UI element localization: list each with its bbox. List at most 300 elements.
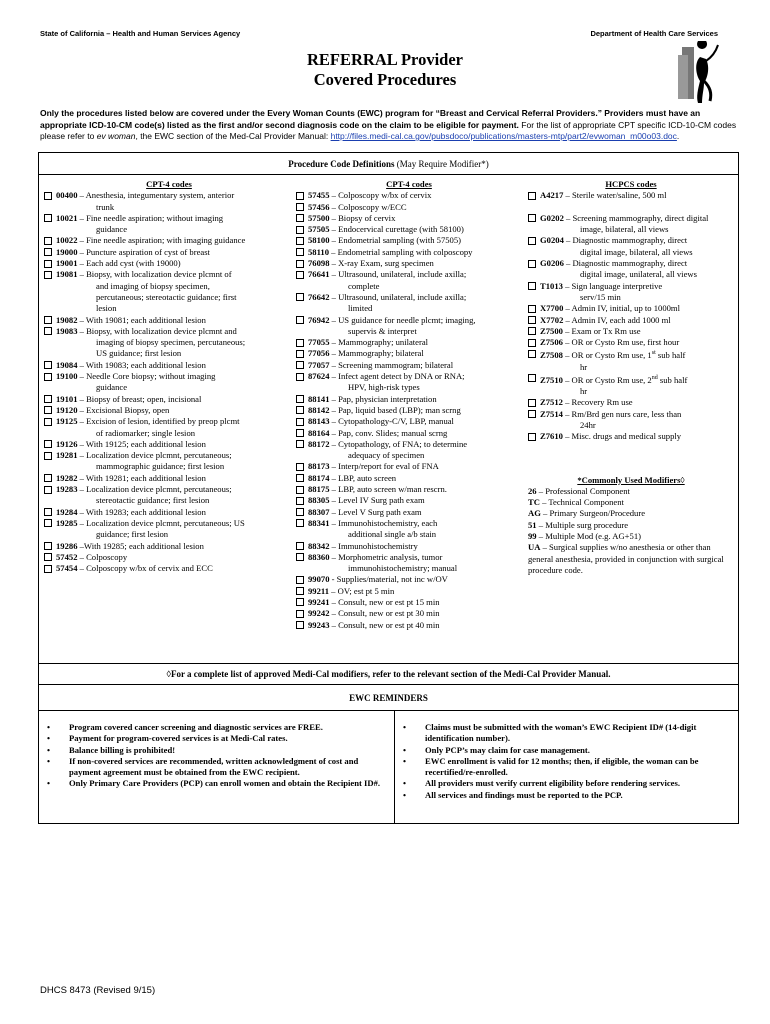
procedure-code: 19282: [56, 472, 78, 483]
bullet-icon: •: [403, 722, 407, 732]
procedure-description: – X-ray Exam, surg specimen: [329, 258, 434, 269]
procedure-checkbox[interactable]: [44, 508, 52, 516]
modifier-description: – Multiple surg procedure: [536, 519, 629, 530]
procedure-checkbox[interactable]: [296, 474, 304, 482]
procedure-code: 99242: [308, 608, 330, 619]
procedure-code: 19100: [56, 371, 78, 382]
procedure-row: [296, 608, 522, 619]
procedure-text: [56, 394, 294, 405]
procedure-code: 88164: [308, 427, 330, 438]
procedure-description: – Sign language interpretive: [562, 280, 663, 291]
procedure-text: [308, 597, 522, 608]
procedure-checkbox[interactable]: [44, 214, 52, 222]
procedure-text: [308, 394, 522, 405]
procedure-code: 57500: [308, 212, 330, 223]
procedure-checkbox[interactable]: [528, 374, 536, 382]
reminder-item: [403, 790, 730, 801]
procedure-text: [308, 439, 522, 462]
procedure-checkbox[interactable]: [44, 192, 52, 200]
reminder-item: [403, 745, 730, 756]
procedure-description: – LBP, auto screen w/man rescrn.: [329, 484, 447, 495]
procedure-text: [308, 371, 522, 394]
procedure-code: 76098: [308, 258, 330, 269]
procedure-checkbox[interactable]: [296, 553, 304, 561]
procedure-checkbox[interactable]: [296, 576, 304, 584]
bullet-icon: •: [47, 778, 51, 789]
procedure-row: [296, 394, 522, 405]
procedure-code: 19081: [56, 269, 78, 280]
procedure-checkbox[interactable]: [44, 474, 52, 482]
procedure-description: – US guidance for needle plcmt; imaging,: [329, 314, 476, 325]
procedure-checkbox[interactable]: [528, 327, 536, 335]
procedure-checkbox[interactable]: [296, 373, 304, 381]
reminder-item: [47, 722, 386, 733]
procedure-checkbox[interactable]: [44, 440, 52, 448]
procedure-text: [56, 450, 294, 473]
procedure-text: [540, 337, 734, 348]
procedure-checkbox[interactable]: [296, 260, 304, 268]
procedure-text: [56, 473, 294, 484]
procedure-text: [56, 190, 294, 213]
procedure-checkbox[interactable]: [44, 418, 52, 426]
procedure-description: – Ultrasound, unilateral, include axilla;: [329, 291, 467, 302]
procedure-description: – Diagnostic mammography, direct: [563, 258, 688, 269]
procedure-code: G0206: [540, 258, 564, 269]
procedure-checkbox[interactable]: [296, 610, 304, 618]
agency-header: State of California – Health and Human Services Agency: [40, 29, 241, 38]
procedure-text: Z7508 – OR or Cysto Rm use, 1st sub half hr: [540, 348, 734, 372]
procedure-text: [56, 213, 294, 236]
definitions-header: [39, 153, 738, 175]
reminder-item: [47, 778, 386, 789]
procedure-description-cont: digital image, unilateral, all views: [580, 269, 697, 280]
procedure-row: [296, 541, 522, 552]
procedure-text: [56, 552, 294, 563]
procedure-text: [308, 258, 522, 269]
procedure-checkbox[interactable]: [44, 395, 52, 403]
procedure-code: 88307: [308, 506, 330, 517]
procedure-checkbox[interactable]: [528, 433, 536, 441]
procedure-checkbox[interactable]: [528, 350, 536, 358]
procedure-description-cont: US guidance; first lesion: [96, 348, 182, 359]
procedure-row: [296, 190, 522, 201]
procedure-row: [44, 507, 294, 518]
procedure-code: Z7500: [540, 325, 563, 336]
reminder-text: If non-covered services are recommended, written acknowledgment of cost and payment agreement must be obtained from the EWC recipient.: [69, 755, 359, 778]
procedure-checkbox[interactable]: [528, 192, 536, 200]
modifier-code: AG: [528, 508, 541, 519]
procedure-text: [308, 269, 522, 292]
procedure-description: – Infect agent detect by DNA or RNA;: [329, 371, 465, 382]
procedure-checkbox[interactable]: [296, 406, 304, 414]
definitions-title: Procedure Code Definitions: [288, 159, 395, 169]
modifiers-heading: *Commonly Used Modifiers◊: [577, 474, 685, 485]
procedure-row: [296, 360, 522, 371]
procedure-text: [540, 281, 734, 304]
procedure-code: 19120: [56, 404, 78, 415]
procedure-description: – With 19125; each additional lesion: [77, 438, 206, 449]
procedure-text: [308, 484, 522, 495]
procedure-description-cont: complete: [348, 280, 380, 291]
procedure-checkbox[interactable]: [528, 237, 536, 245]
column-heading: CPT-4 codes: [386, 179, 432, 189]
procedure-code: 88142: [308, 404, 330, 415]
procedure-description: – Mammography; unilateral: [329, 337, 429, 348]
procedure-description: – Localization device plcmnt, percutaneous; US: [77, 517, 245, 528]
bullet-icon: •: [403, 755, 407, 766]
bullet-icon: •: [403, 744, 407, 755]
procedure-text: [308, 507, 522, 518]
procedure-code: 88341: [308, 517, 330, 528]
procedure-checkbox[interactable]: [528, 282, 536, 290]
procedure-checkbox[interactable]: [296, 271, 304, 279]
procedure-row: [296, 518, 522, 541]
procedure-description: – With 19083; each additional lesion: [77, 359, 206, 370]
procedure-description-cont: limited: [348, 303, 373, 314]
procedure-description-cont: image, bilateral, all views: [580, 224, 669, 235]
intro-bold: Only the procedures listed below are covered under the Every Woman Counts (EWC) program for “Breast and Cervical Referral Providers.” Providers must have an appropriate ICD-10-CM code(s) listed as the first and/or second diagnosis code on the claim to be eligible for payment.: [40, 108, 701, 130]
procedure-text: [56, 405, 294, 416]
bullet-icon: •: [47, 755, 51, 766]
procedure-checkbox[interactable]: [296, 497, 304, 505]
procedure-code: 99211: [308, 585, 330, 596]
procedure-text: [308, 552, 522, 575]
procedure-checkbox[interactable]: [44, 373, 52, 381]
procedure-checkbox[interactable]: [44, 316, 52, 324]
procedure-code: 88342: [308, 540, 330, 551]
procedure-code: G0204: [540, 235, 564, 246]
modifier-code: TC: [528, 497, 540, 508]
modifier-code: UA: [528, 542, 541, 553]
modifier-description: – Technical Component: [539, 497, 624, 508]
procedure-code: 19125: [56, 416, 78, 427]
procedure-checkbox[interactable]: [44, 452, 52, 460]
procedure-description: – Colposcopy w/ECC: [329, 201, 407, 212]
procedure-description-cont: supervis & interpret: [348, 325, 417, 336]
procedure-text: [540, 397, 734, 408]
provider-manual-link[interactable]: http://files.medi-cal.ca.gov/pubsdoco/publications/masters-mtp/part2/evwoman_m00o03.doc: [330, 131, 677, 141]
procedure-checkbox[interactable]: [44, 327, 52, 335]
procedure-checkbox[interactable]: [296, 418, 304, 426]
bullet-icon: •: [403, 778, 407, 789]
procedure-text: [540, 315, 734, 326]
procedure-checkbox[interactable]: [296, 395, 304, 403]
procedure-text: [308, 247, 522, 258]
procedure-row: [296, 235, 522, 246]
procedure-code: 99070: [308, 574, 330, 585]
procedure-text: [56, 326, 294, 360]
procedure-text: [56, 315, 294, 326]
procedure-checkbox[interactable]: [528, 214, 536, 222]
procedure-code: 19281: [56, 450, 78, 461]
procedure-checkbox[interactable]: [296, 203, 304, 211]
procedure-checkbox[interactable]: [528, 305, 536, 313]
procedure-text: [308, 586, 522, 597]
procedure-checkbox[interactable]: [296, 621, 304, 629]
procedure-checkbox[interactable]: [296, 508, 304, 516]
procedure-checkbox[interactable]: [296, 237, 304, 245]
procedure-text: [308, 608, 522, 619]
procedure-description: – Diagnostic mammography, direct: [563, 235, 688, 246]
procedure-checkbox[interactable]: [528, 399, 536, 407]
procedure-text: [56, 247, 294, 258]
procedure-row: [296, 416, 522, 427]
procedure-checkbox[interactable]: [44, 260, 52, 268]
procedure-code: 57456: [308, 201, 330, 212]
procedure-text: [308, 473, 522, 484]
procedure-row: [296, 269, 522, 292]
procedure-checkbox[interactable]: [528, 260, 536, 268]
department-header: Department of Health Care Services: [590, 29, 718, 38]
procedure-code: 57505: [308, 224, 330, 235]
procedure-text: [56, 269, 294, 314]
procedure-row: [44, 484, 294, 507]
procedure-code: 19001: [56, 258, 78, 269]
procedure-text: [308, 213, 522, 224]
procedure-description-cont: imaging of biopsy specimen, percutaneous;: [96, 337, 246, 348]
procedure-description-cont: percutaneous; stereotactic guidance; first: [96, 291, 237, 302]
medi-cal-note: ◊For a complete list of approved Medi-Cal modifiers, refer to the relevant section of the Medi-Cal Provider Manual.: [39, 663, 738, 685]
procedure-code: 19084: [56, 359, 78, 370]
procedure-row: [296, 484, 522, 495]
procedure-checkbox[interactable]: [296, 486, 304, 494]
procedure-row: [296, 552, 522, 575]
procedure-text: [56, 439, 294, 450]
procedure-row: [296, 473, 522, 484]
procedure-description: – Consult, new or est pt 15 min: [329, 596, 440, 607]
procedure-description-cont: HPV, high-risk types: [348, 382, 420, 393]
procedure-code: 88360: [308, 551, 330, 562]
procedure-checkbox[interactable]: [44, 542, 52, 550]
procedure-row: [528, 397, 734, 408]
modifier-description: – Primary Surgeon/Procedure: [540, 508, 646, 519]
procedures-table: [38, 152, 739, 824]
procedure-checkbox[interactable]: [44, 486, 52, 494]
procedure-text: [540, 431, 734, 442]
procedure-code: 19285: [56, 517, 78, 528]
procedure-code: Z7610: [540, 431, 563, 442]
procedure-description: – Anesthesia, integumentary system, anterior: [77, 190, 235, 201]
procedure-text: [308, 541, 522, 552]
procedure-code: 57454: [56, 563, 78, 574]
procedure-checkbox[interactable]: [296, 248, 304, 256]
procedure-row: [296, 620, 522, 631]
procedure-checkbox[interactable]: [44, 237, 52, 245]
procedure-row: [528, 431, 734, 442]
cpt-column-2: [296, 179, 522, 631]
procedure-description: – Sterile water/saline, 500 ml: [563, 190, 667, 201]
procedure-description: – Consult, new or est pt 40 min: [329, 619, 440, 630]
procedure-checkbox[interactable]: [296, 293, 304, 301]
procedure-description: – Excisional Biopsy, open: [77, 404, 170, 415]
modifiers-block: [528, 475, 734, 577]
procedure-description: – Exam or Tx Rm use: [562, 325, 641, 336]
procedure-row: [296, 439, 522, 462]
procedure-checkbox[interactable]: [296, 519, 304, 527]
procedure-description: – Ultrasound, unilateral, include axilla;: [329, 269, 467, 280]
procedure-text: [56, 507, 294, 518]
reminder-text: Claims must be submitted with the woman’s EWC Recipient ID# (14-digit identification number).: [425, 722, 697, 744]
procedure-row: [528, 315, 734, 326]
procedure-row: [528, 348, 734, 372]
procedure-description: – Screening mammography, direct digital: [563, 212, 709, 223]
procedure-row: [296, 213, 522, 224]
modifier-description: – Professional Component: [536, 485, 630, 496]
procedure-code: 99241: [308, 596, 330, 607]
procedure-checkbox[interactable]: [296, 226, 304, 234]
reminder-item: [403, 778, 730, 789]
modifier-item: [528, 508, 734, 519]
definitions-note: (May Require Modifier*): [396, 159, 489, 169]
procedure-code: 19083: [56, 325, 78, 336]
procedure-row: [296, 586, 522, 597]
bullet-icon: •: [403, 789, 407, 800]
procedure-text: [308, 337, 522, 348]
modifier-item: [528, 542, 734, 576]
reminder-text: All providers must verify current eligibility before rendering services.: [425, 778, 680, 789]
procedure-text: [56, 563, 294, 574]
procedure-row: [296, 428, 522, 439]
procedure-code: Z7508: [540, 350, 563, 361]
modifier-description: – Multiple Mod (e.g. AG+51): [536, 531, 641, 542]
procedure-text: [56, 360, 294, 371]
procedure-code: T1013: [540, 280, 563, 291]
procedure-row: [528, 373, 734, 397]
procedure-description: – Admin IV, each add 1000 ml: [563, 314, 671, 325]
procedure-description: – Misc. drugs and medical supply: [562, 431, 682, 442]
procedure-code: 58110: [308, 246, 330, 257]
reminder-item: [47, 733, 386, 744]
modifier-code: 99: [528, 531, 537, 542]
procedure-checkbox[interactable]: [296, 542, 304, 550]
procedure-description-cont: guidance: [96, 382, 128, 393]
procedure-description: –With 19285; each additional lesion: [77, 540, 204, 551]
procedure-description-cont: immunohistochemistry; manual: [348, 563, 458, 574]
procedure-description-cont: 24hr: [580, 419, 596, 430]
procedure-checkbox[interactable]: [296, 463, 304, 471]
procedure-description: – Puncture aspiration of cyst of breast: [77, 246, 210, 257]
procedure-checkbox[interactable]: [44, 271, 52, 279]
procedure-row: [296, 348, 522, 359]
reminder-item: [47, 756, 386, 779]
procedure-description: – Colposcopy w/bx of cervix: [329, 190, 432, 201]
procedure-text: [540, 409, 734, 432]
procedure-row: [44, 213, 294, 236]
procedure-checkbox[interactable]: [296, 339, 304, 347]
procedure-row: [44, 326, 294, 360]
procedure-text: [308, 428, 522, 439]
procedure-checkbox[interactable]: [44, 248, 52, 256]
procedure-checkbox[interactable]: [296, 214, 304, 222]
procedure-row: [44, 315, 294, 326]
title-line-2: Covered Procedures: [313, 70, 457, 89]
hcpcs-column: [528, 179, 734, 576]
procedure-description: – Pap, conv. Slides; manual scrng: [329, 427, 448, 438]
procedure-code: 99243: [308, 619, 330, 630]
procedure-text: [308, 461, 522, 472]
procedure-description: – With 19081; each additional lesion: [77, 314, 206, 325]
procedure-row: [44, 190, 294, 213]
procedure-row: [296, 461, 522, 472]
procedure-text: [308, 348, 522, 359]
modifier-description: – Surgical supplies w/no anesthesia or other than general anesthesia, provided in conjunction with surgical procedure code.: [528, 542, 724, 575]
procedure-code: 88305: [308, 495, 330, 506]
procedure-description-cont: stereotactic guidance; first lesion: [96, 495, 210, 506]
procedure-checkbox[interactable]: [296, 587, 304, 595]
procedure-row: [44, 371, 294, 394]
procedure-checkbox[interactable]: [528, 316, 536, 324]
procedure-description: – With 19283; each additional lesion: [77, 506, 206, 517]
procedure-checkbox[interactable]: [44, 406, 52, 414]
procedure-row: [44, 247, 294, 258]
procedure-checkbox[interactable]: [296, 429, 304, 437]
procedure-code: Z7514: [540, 408, 563, 419]
procedure-description-cont: additional single a/b stain: [348, 529, 437, 540]
procedure-text: [540, 326, 734, 337]
procedure-description: – Endometrial sampling with colposcopy: [329, 246, 473, 257]
procedure-description: – OR or Cysto Rm use, 1: [562, 350, 652, 361]
procedure-description: – Biopsy of breast; open, incisional: [77, 393, 202, 404]
procedure-description: – Endometrial sampling (with 57505): [329, 235, 461, 246]
procedure-code: 88172: [308, 438, 330, 449]
procedure-checkbox[interactable]: [296, 440, 304, 448]
modifier-code: 51: [528, 519, 537, 530]
procedure-description-cont: lesion: [96, 303, 117, 314]
procedure-row: [44, 473, 294, 484]
procedure-row: [296, 371, 522, 394]
procedure-row: [296, 405, 522, 416]
procedure-checkbox[interactable]: [528, 410, 536, 418]
procedure-checkbox[interactable]: [296, 316, 304, 324]
procedure-checkbox[interactable]: [296, 598, 304, 606]
procedure-checkbox[interactable]: [44, 519, 52, 527]
reminder-item: [403, 722, 730, 745]
procedure-description-cont: of radiomarker; single lesion: [96, 427, 196, 438]
procedure-row: [296, 247, 522, 258]
procedure-description-cont: serv/15 min: [580, 291, 621, 302]
procedure-checkbox[interactable]: [44, 361, 52, 369]
reminder-text: Balance billing is prohibited!: [69, 744, 176, 755]
reminders-heading: EWC REMINDERS: [39, 685, 738, 711]
intro-paragraph: [40, 108, 740, 143]
procedure-code: 19000: [56, 246, 78, 257]
modifier-item: [528, 497, 734, 508]
procedure-checkbox[interactable]: [296, 192, 304, 200]
reminder-text: Program covered cancer screening and diagnostic services are FREE.: [69, 722, 323, 732]
procedure-checkbox[interactable]: [44, 565, 52, 573]
procedure-description-cont: guidance: [96, 224, 128, 235]
title-line-1: REFERRAL Provider: [307, 50, 463, 69]
reminders-right: [395, 711, 738, 823]
procedure-description: – LBP, auto screen: [329, 472, 397, 483]
modifier-item: [528, 520, 734, 531]
procedure-checkbox[interactable]: [296, 361, 304, 369]
reminder-text: Only PCP’s may claim for case management.: [425, 744, 590, 755]
procedure-text: [56, 235, 294, 246]
procedure-description: – Immunohistochemistry, each: [329, 517, 438, 528]
procedure-description: – Each add cyst (with 19000): [77, 258, 181, 269]
procedure-text: [540, 213, 734, 236]
procedure-description: – Interp/report for eval of FNA: [329, 461, 439, 472]
procedure-code: 77056: [308, 348, 330, 359]
procedure-checkbox[interactable]: [44, 553, 52, 561]
procedure-description: - Supplies/material, not inc w/OV: [329, 574, 448, 585]
procedure-checkbox[interactable]: [528, 339, 536, 347]
procedure-description: – Fine needle aspiration; with imaging guidance: [77, 235, 246, 246]
procedure-code: 00400: [56, 190, 78, 201]
procedure-text: [56, 258, 294, 269]
procedure-checkbox[interactable]: [296, 350, 304, 358]
